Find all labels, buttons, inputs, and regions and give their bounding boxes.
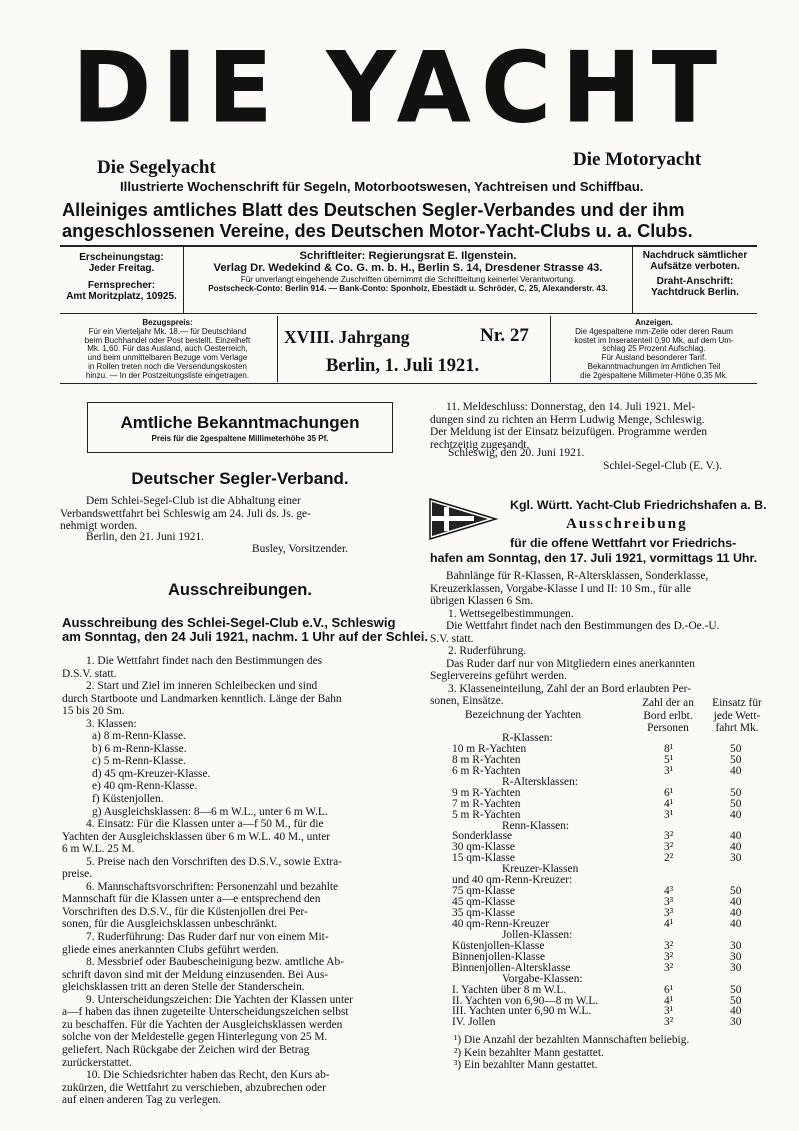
crew-cell: 3³ bbox=[664, 907, 674, 919]
text-line: 8. Messbrief oder Baubescheinigung bezw. amtliche Ab- bbox=[86, 956, 345, 969]
text-line: 9. Unterscheidungszeichen: Die Yachten der Klassen unter bbox=[86, 993, 353, 1006]
class-name-cell: Vorgabe-Klassen: bbox=[502, 972, 583, 985]
text-line: 10. Die Schiedsrichter haben das Recht, den Kurs ab- bbox=[86, 1069, 330, 1082]
table-row bbox=[452, 788, 772, 799]
text-line: 6 m W.L. 25 M. bbox=[62, 843, 135, 856]
text-line: Kreuzerklassen, Vorgabe-Klasse I und II: 10 Sm., für alle bbox=[430, 582, 691, 595]
class-name-cell: Kreuzer-Klassen bbox=[502, 863, 579, 876]
text-line: Das Ruder darf nur von Mitgliedern eines anerkannten bbox=[446, 657, 695, 670]
text-line: gliede eines anerkannten Clubs geführt werden. bbox=[62, 943, 279, 956]
fee-cell: 50 bbox=[730, 742, 742, 755]
text-line: Vorschriften des D.S.V., für die Küstenjollen drei Per- bbox=[62, 905, 308, 918]
text-line: zukürzen, die Wettfahrt zu verschieben, abzubrechen oder bbox=[62, 1081, 326, 1094]
crew-cell: 3¹ bbox=[664, 764, 674, 777]
text-line: 1. Wettsegelbestimmungen. bbox=[448, 607, 574, 620]
class-name-cell: IV. Jollen bbox=[452, 1016, 496, 1029]
fee-cell: 30 bbox=[730, 1016, 742, 1029]
text-line: b) 6 m-Renn-Klasse. bbox=[92, 742, 187, 755]
crew-cell: 3¹ bbox=[664, 1005, 674, 1018]
class-name-cell: 6 m R-Yachten bbox=[452, 764, 521, 777]
club-pennant-icon bbox=[428, 497, 498, 541]
class-name-cell: Binnenjollen-Klasse bbox=[452, 950, 546, 963]
official-notices-box: Amtliche Bekanntmachungen Preis für die 2gespaltene Millimeterhöhe 35 Pf. bbox=[87, 402, 393, 453]
table-row bbox=[452, 810, 772, 821]
footnotes: ¹) Die Anzahl der bezahlten Mannschaften beliebig. ²) Kein bezahlter Mann gestattet. ³) Ein bezahlter Mann gestattet. bbox=[454, 1034, 690, 1072]
masthead-title: DIE YACHT bbox=[71, 30, 728, 146]
dsv-heading: Deutscher Segler-Verband. bbox=[131, 469, 349, 488]
fee-cell: 30 bbox=[730, 950, 742, 963]
copyright-info: Nachdruck sämtlicher Aufsätze verboten. Draht-Anschrift: Yachtdruck Berlin. bbox=[642, 250, 748, 298]
publisher-info: Schriftleiter: Regierungsrat E. Ilgenstein. Verlag Dr. Wedekind & Co. G. m. b. H., Berlin S. 14, Dresdener Strasse 43. Für unverlangt eingehende Zuschriften übernimmt die Schriftleitung keinerlei Verantwortung. Postscheck-Conto: Berlin 914. — Bank-Conto: Sponholz, Ebestädt u. Schröder, C. 25, Alexanderstr. 43. bbox=[208, 250, 608, 293]
class-name-cell: 7 m R-Yachten bbox=[452, 797, 521, 810]
dsv-text: Dem Schlei-Segel-Club ist die Abhaltung einer Verbandswettfahrt bei Schleswig am 24. Juli ds. Js. ge- nehmigt worden. bbox=[60, 495, 311, 533]
text-line: c) 5 m-Renn-Klasse. bbox=[92, 755, 186, 768]
ausschreibungen-heading: Ausschreibungen. bbox=[168, 581, 312, 599]
class-name-cell: Jollen-Klassen: bbox=[502, 928, 573, 941]
club-name: Kgl. Württ. Yacht-Club Friedrichshafen a. B. bbox=[510, 498, 767, 512]
class-name-cell: und 40 qm-Renn-Kreuzer: bbox=[452, 874, 573, 887]
text-line: 6. Mannschaftsvorschriften: Personenzahl und bezahlte bbox=[86, 880, 339, 893]
schlei-title: Ausschreibung des Schlei-Segel-Club e.V., Schleswig am Sonntag, den 24 Juli 1921, nachm. 1 Uhr auf der Schlei. bbox=[62, 615, 429, 645]
class-name-cell: Renn-Klassen: bbox=[502, 819, 570, 832]
text-line: Bahnlänge für R-Klassen, R-Altersklassen, Sonderklasse, bbox=[446, 570, 709, 582]
text-line: Seglervereins geführt werden. bbox=[430, 670, 567, 683]
class-name-cell: III. Yachten unter 6,90 m W.L. bbox=[452, 1005, 592, 1018]
regatta-sub-1: für die offene Wettfahrt vor Friedrichs- bbox=[510, 536, 737, 550]
schlei-signature: Schlei-Segel-Club (E. V.). bbox=[603, 460, 722, 472]
class-name-cell: 40 qm-Renn-Kreuzer bbox=[452, 917, 550, 930]
text-line: 5. Preise nach den Vorschriften des D.S.V., sowie Extra- bbox=[86, 855, 342, 868]
class-name-cell: Sonderklasse bbox=[452, 830, 513, 843]
class-name-cell: II. Yachten von 6,90—8 m W.L. bbox=[452, 994, 599, 1007]
text-line: schrift davon sind mit der Meldung einzusenden. Bei Aus- bbox=[62, 968, 329, 981]
text-line: 4. Einsatz: Für die Klassen unter a—f 50 M., für die bbox=[86, 818, 324, 831]
regatta-sub-2: hafen am Sonntag, den 17. Juli 1921, vormittags 11 Uhr. bbox=[430, 551, 758, 565]
fee-cell: 40 bbox=[730, 830, 742, 843]
crew-cell: 5¹ bbox=[664, 753, 674, 766]
class-name-cell: 5 m R-Yachten bbox=[452, 808, 521, 821]
table-row bbox=[452, 919, 772, 930]
text-line: S.V. statt. bbox=[430, 632, 474, 645]
class-name-cell: 9 m R-Yachten bbox=[452, 786, 521, 799]
crew-cell: 3² bbox=[664, 961, 674, 974]
tagline: Illustrierte Wochenschrift für Segeln, Motorbootswesen, Yachtreisen und Schiffbau. bbox=[120, 179, 644, 194]
table-row bbox=[452, 766, 772, 777]
text-line: D.S.V. statt. bbox=[62, 667, 117, 680]
fee-cell: 50 bbox=[730, 786, 742, 799]
text-line: 1. Die Wettfahrt findet nach den Bestimmungen des bbox=[86, 655, 323, 667]
text-line: 3. Klasseneinteilung, Zahl der an Bord erlaubten Per- bbox=[448, 682, 692, 695]
table-row bbox=[452, 974, 772, 985]
text-line: 3. Klassen: bbox=[86, 717, 137, 730]
issue-date: Berlin, 1. Juli 1921. bbox=[326, 356, 480, 376]
class-name-cell: R-Klassen: bbox=[502, 732, 553, 744]
crew-cell: 4¹ bbox=[664, 797, 674, 810]
dsv-date: Berlin, den 21. Juni 1921. bbox=[86, 531, 205, 543]
official-line-1: Alleiniges amtliches Blatt des Deutschen Segler-Verbandes und der ihm bbox=[62, 200, 685, 220]
class-name-cell: I. Yachten über 8 m W.L. bbox=[452, 983, 567, 996]
fee-cell: 50 bbox=[730, 753, 742, 766]
text-line: 15 bis 20 Sm. bbox=[62, 705, 125, 718]
dsv-signature: Busley, Vorsitzender. bbox=[252, 543, 348, 555]
table-row bbox=[452, 853, 772, 864]
crew-cell: 2² bbox=[664, 852, 674, 865]
text-line: f) Küstenjollen. bbox=[92, 793, 164, 806]
crew-cell: 3¹ bbox=[664, 808, 674, 821]
fee-cell: 50 bbox=[730, 797, 742, 810]
text-line: gleichsklassen tritt an deren Stelle der Standerschein. bbox=[62, 981, 305, 994]
fee-cell: 40 bbox=[730, 917, 742, 930]
table-row bbox=[452, 985, 772, 996]
class-name-cell: 10 m R-Yachten bbox=[452, 742, 527, 755]
col-crew-header: Zahl der an Bord erlbt. Personen bbox=[642, 697, 694, 735]
table-row bbox=[452, 1006, 772, 1017]
segelyacht-label: Die Segelyacht bbox=[97, 157, 216, 178]
text-line: g) Ausgleichsklassen: 8—6 m W.L., unter 6 m W.L. bbox=[92, 805, 328, 818]
fee-cell: 40 bbox=[730, 808, 742, 821]
fee-cell: 40 bbox=[730, 907, 742, 919]
text-line: d) 45 qm-Kreuzer-Klasse. bbox=[92, 767, 211, 780]
col-fee-header: Einsatz für jede Wett- fahrt Mk. bbox=[712, 697, 762, 735]
text-line: zurückerstattet. bbox=[62, 1056, 132, 1069]
class-table bbox=[452, 733, 772, 1028]
official-line-2: angeschlossenen Vereine, des Deutschen Motor-Yacht-Clubs u. a. Clubs. bbox=[62, 221, 693, 241]
crew-cell: 3² bbox=[664, 1016, 674, 1029]
crew-cell: 8¹ bbox=[664, 742, 674, 755]
text-line: a) 8 m-Renn-Klasse. bbox=[92, 730, 186, 743]
class-name-cell: 35 qm-Klasse bbox=[452, 907, 515, 919]
class-name-cell: 15 qm-Klasse bbox=[452, 852, 515, 865]
issue-number: Nr. 27 bbox=[480, 325, 529, 346]
regatta-text bbox=[430, 570, 765, 708]
text-line: 7. Ruderführung: Das Ruder darf nur von einem Mit- bbox=[86, 931, 329, 944]
class-name-cell: 45 qm-Klasse bbox=[452, 896, 515, 909]
text-line: e) 40 qm-Renn-Klasse. bbox=[92, 780, 198, 793]
crew-cell: 4¹ bbox=[664, 994, 674, 1007]
crew-cell: 3² bbox=[664, 939, 674, 952]
col-yacht-header: Bezeichnung der Yachten bbox=[465, 709, 582, 721]
class-name-cell: Binnenjollen-Altersklasse bbox=[452, 961, 571, 974]
meldeschluss-text: 11. Meldeschluss: Donnerstag, den 14. Juli 1921. Mel- dungen sind zu richten an Herrn Ludwig Menge, Schleswig. Der Meldung ist der Einsatz beizufügen. Programme werden rechtzeitig zugesandt. bbox=[430, 401, 708, 451]
fee-cell: 40 bbox=[730, 896, 742, 909]
class-name-cell: Küstenjollen-Klasse bbox=[452, 939, 545, 952]
class-name-cell: 75 qm-Klasse bbox=[452, 885, 515, 898]
text-line: auf einen anderen Tag zu verlegen. bbox=[62, 1094, 222, 1107]
text-line: preise. bbox=[62, 868, 93, 881]
motoryacht-label: Die Motoryacht bbox=[573, 149, 702, 170]
fee-cell: 40 bbox=[730, 764, 742, 777]
schlei-text bbox=[62, 655, 398, 1107]
fee-cell: 50 bbox=[730, 885, 742, 898]
text-line: 2. Start und Ziel im inneren Schleibecken und sind bbox=[86, 680, 318, 693]
fee-cell: 40 bbox=[730, 841, 742, 854]
fee-cell: 50 bbox=[730, 983, 742, 996]
fee-cell: 50 bbox=[730, 994, 742, 1007]
fee-cell: 30 bbox=[730, 961, 742, 974]
table-row bbox=[452, 963, 772, 974]
crew-cell: 6¹ bbox=[664, 786, 674, 799]
crew-cell: 4³ bbox=[664, 885, 674, 898]
text-line: zu beschaffen. Für die Yachten der Ausgleichsklassen werden bbox=[62, 1018, 343, 1031]
class-name-cell: R-Altersklassen: bbox=[502, 775, 578, 788]
crew-cell: 3² bbox=[664, 950, 674, 963]
class-name-cell: 8 m R-Yachten bbox=[452, 753, 521, 766]
table-row bbox=[452, 799, 772, 810]
crew-cell: 6¹ bbox=[664, 983, 674, 996]
schleswig-date: Schleswig, den 20. Juni 1921. bbox=[448, 447, 585, 459]
fee-cell: 30 bbox=[730, 852, 742, 865]
crew-cell: 4¹ bbox=[664, 917, 674, 930]
fee-cell: 40 bbox=[730, 1005, 742, 1018]
text-line: solche von der Meldestelle gegen Hinterlegung von 25 M. bbox=[62, 1031, 328, 1044]
text-line: Mannschaft für die Klassen unter a—e entsprechend den bbox=[62, 893, 321, 906]
text-line: Die Wettfahrt findet nach den Bestimmungen des D.-Oe.-U. bbox=[446, 620, 720, 633]
text-line: 2. Ruderführung. bbox=[448, 645, 527, 658]
fee-cell: 30 bbox=[730, 939, 742, 952]
text-line: durch Startboote und Landmarken kenntlich. Länge der Bahn bbox=[62, 692, 342, 705]
ausschreibung-heading: Ausschreibung bbox=[566, 516, 688, 532]
crew-cell: 3² bbox=[664, 830, 674, 843]
crew-cell: 3³ bbox=[664, 896, 674, 909]
table-row bbox=[452, 1017, 772, 1028]
text-line: a—f haben das ihnen zugeteilte Unterscheidungszeichen selbst bbox=[62, 1006, 349, 1019]
text-line: sonen, Einsätze. bbox=[430, 695, 504, 708]
crew-cell: 3² bbox=[664, 841, 674, 854]
text-line: geliefert. Nach Rückgabe der Zeichen wird der Betrag bbox=[62, 1043, 310, 1056]
text-line: übrigen Klassen 6 Sm. bbox=[430, 595, 534, 608]
subscription-price: Bezugspreis: Für ein Vierteljahr Mk. 18.— für Deutschland beim Buchhandel oder Post bestellt. Einzelheft Mk. 1,60. Für das Ausland, auch Oesterreich, und beim unmittelbaren Bezuge vom Verlage in Rollen treten noch die Versendungskosten hinzu. — In der Postzeitungsliste eingetragen. bbox=[84, 318, 251, 380]
text-line: sonen, für die Ausgleichsklassen unbeschränkt. bbox=[62, 918, 278, 931]
ad-rates: Anzeigen. Die 4gespaltene mm-Zeile oder deren Raum kostet im Inseratenteil 0,90 Mk, auf dem Um- schlag 25 Prozent Aufschlag. Für Ausland besonderer Tarif. Bekanntmachungen im Amtlichen Teil die 2gespaltene Millimeter-Höhe 0,35 Mk. bbox=[574, 318, 734, 380]
volume: XVIII. Jahrgang bbox=[284, 327, 410, 347]
class-name-cell: 30 qm-Klasse bbox=[452, 841, 515, 854]
text-line: Yachten der Ausgleichsklassen über 6 m W.L. 40 M., unter bbox=[62, 830, 331, 843]
publication-info: Erscheinungstag: Jeder Freitag. Fernsprecher: Amt Moritzplatz, 10925. bbox=[66, 252, 177, 302]
